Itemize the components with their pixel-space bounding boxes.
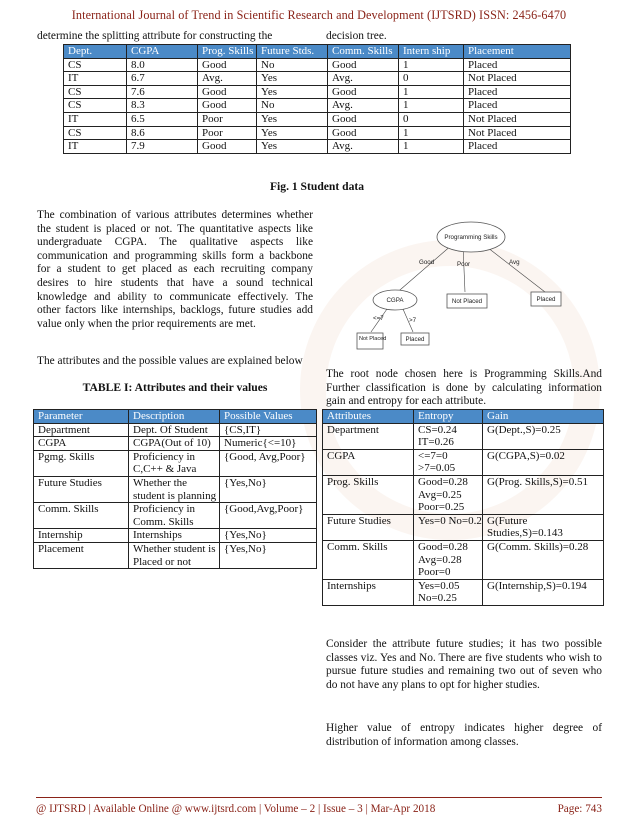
header-comm-skills: Comm. Skills bbox=[328, 45, 399, 59]
attribute-row-cell: {Good,Avg,Poor} bbox=[220, 503, 317, 529]
gain-row-cell: Good=0.28 Avg=0.28 Poor=0 bbox=[414, 540, 483, 579]
attribute-row-cell: {CS,IT} bbox=[220, 423, 317, 437]
attribute-row-cell: Internship bbox=[34, 529, 129, 543]
header-attributes: Attributes bbox=[323, 410, 414, 424]
node-programming-skills-label: Programming Skills bbox=[444, 234, 498, 241]
student-row-cell: Yes bbox=[257, 112, 328, 126]
student-row-cell: 8.3 bbox=[127, 99, 198, 113]
gain-row bbox=[323, 579, 604, 605]
gain-row-cell: Internships bbox=[323, 579, 414, 605]
gain-row-cell: G(CGPA,S)=0.02 bbox=[483, 449, 604, 475]
student-row-cell: IT bbox=[64, 140, 127, 154]
attribute-row-cell: Whether student is Placed or not bbox=[129, 542, 220, 568]
edge-label-avg: Avg bbox=[509, 259, 520, 266]
gain-table-header-row bbox=[323, 410, 604, 424]
gain-row bbox=[323, 449, 604, 475]
attribute-row-cell: Whether the student is planning bbox=[129, 476, 220, 502]
gain-row-cell: G(Prog. Skills,S)=0.51 bbox=[483, 475, 604, 514]
gain-row-cell: Comm. Skills bbox=[323, 540, 414, 579]
student-row-cell: CS bbox=[64, 85, 127, 99]
edge-root-poor bbox=[463, 246, 465, 292]
attribute-row bbox=[34, 437, 317, 451]
student-row-cell: 1 bbox=[399, 99, 464, 113]
edge-label-good: Good bbox=[419, 259, 435, 266]
left-paragraph-1: The combination of various attributes determines whether the student is placed or not. The quantitative aspects like undergraduate CGPA. The qualitative aspects like communication and programming skills form a backbone for a student to get placed as each recruiting company desires to hire students that have a sound technical knowledge and ability to communicate effectively. The other factors like internships, backlogs, future studies add value only when the prior requirements are met. bbox=[37, 209, 313, 330]
gain-row bbox=[323, 540, 604, 579]
attr-table-header-row bbox=[34, 410, 317, 424]
student-row-cell: 8.6 bbox=[127, 126, 198, 140]
student-row-cell: No bbox=[257, 58, 328, 72]
student-row-cell: 1 bbox=[399, 85, 464, 99]
student-row-cell: Yes bbox=[257, 85, 328, 99]
attribute-row-cell: {Yes,No} bbox=[220, 542, 317, 568]
gain-row-cell: Department bbox=[323, 423, 414, 449]
footer-left: @ IJTSRD | Available Online @ www.ijtsrd.com | Volume – 2 | Issue – 3 | Mar-Apr 2018 bbox=[36, 803, 436, 815]
gain-row bbox=[323, 514, 604, 540]
student-row-cell: Good bbox=[328, 126, 399, 140]
gain-row-cell: G(Internship,S)=0.194 bbox=[483, 579, 604, 605]
node-cgpa-label: CGPA bbox=[386, 297, 404, 304]
student-row bbox=[64, 72, 571, 86]
student-row-cell: Avg. bbox=[328, 72, 399, 86]
attribute-row-cell: Pgmg. Skills bbox=[34, 450, 129, 476]
student-row-cell: Yes bbox=[257, 140, 328, 154]
student-data-table bbox=[63, 44, 571, 154]
student-row-cell: Avg. bbox=[328, 99, 399, 113]
attribute-row-cell: Placement bbox=[34, 542, 129, 568]
attribute-row-cell: Dept. Of Student bbox=[129, 423, 220, 437]
right-paragraph-1: The root node chosen here is Programming Skills.And Further classification is done by calculating information gain and entropy for each attribute. bbox=[326, 368, 602, 408]
attribute-row-cell: Internships bbox=[129, 529, 220, 543]
student-row-cell: CS bbox=[64, 99, 127, 113]
student-row-cell: 6.5 bbox=[127, 112, 198, 126]
edge-label-gt7: >7 bbox=[409, 317, 417, 324]
attribute-row-cell: CGPA bbox=[34, 437, 129, 451]
student-row-cell: Good bbox=[328, 112, 399, 126]
footer-rule bbox=[36, 797, 602, 798]
student-row bbox=[64, 112, 571, 126]
attribute-row-cell: {Yes,No} bbox=[220, 529, 317, 543]
student-row-cell: No bbox=[257, 99, 328, 113]
gain-row-cell: <=7=0 >7=0.05 bbox=[414, 449, 483, 475]
gain-row-cell: G(Dept.,S)=0.25 bbox=[483, 423, 604, 449]
edge-root-avg bbox=[483, 244, 545, 292]
attribute-row bbox=[34, 542, 317, 568]
gain-row-cell: G(Comm. Skills)=0.28 bbox=[483, 540, 604, 579]
student-row-cell: 0 bbox=[399, 112, 464, 126]
attribute-row bbox=[34, 450, 317, 476]
student-row-cell: IT bbox=[64, 72, 127, 86]
gain-row-cell: Yes=0.05 No=0.25 bbox=[414, 579, 483, 605]
header-placement: Placement bbox=[464, 45, 571, 59]
student-row-cell: Good bbox=[328, 58, 399, 72]
attribute-row-cell: Comm. Skills bbox=[34, 503, 129, 529]
student-row bbox=[64, 99, 571, 113]
student-row-cell: CS bbox=[64, 126, 127, 140]
attribute-row-cell: Proficiency in Comm. Skills bbox=[129, 503, 220, 529]
student-row bbox=[64, 58, 571, 72]
student-row-cell: Not Placed bbox=[464, 72, 571, 86]
student-row-cell: 1 bbox=[399, 58, 464, 72]
attribute-row bbox=[34, 503, 317, 529]
gain-row-cell: G(Future Studies,S)=0.143 bbox=[483, 514, 604, 540]
student-row-cell: 1 bbox=[399, 140, 464, 154]
gain-row-cell: Future Studies bbox=[323, 514, 414, 540]
edge-label-le7: <=7 bbox=[373, 315, 384, 322]
attribute-row bbox=[34, 529, 317, 543]
student-row-cell: Good bbox=[328, 85, 399, 99]
left-paragraph-2: The attributes and the possible values are explained below bbox=[37, 355, 303, 367]
top-right-text: decision tree. bbox=[326, 30, 387, 42]
attribute-row-cell: {Good, Avg,Poor} bbox=[220, 450, 317, 476]
entropy-gain-table bbox=[322, 409, 604, 606]
edge-label-poor: Poor bbox=[457, 261, 471, 268]
gain-row-cell: Prog. Skills bbox=[323, 475, 414, 514]
header-cgpa: CGPA bbox=[127, 45, 198, 59]
student-row-cell: Placed bbox=[464, 58, 571, 72]
edge-root-cgpa bbox=[393, 244, 453, 296]
header-description: Description bbox=[129, 410, 220, 424]
header-future-stds: Future Stds. bbox=[257, 45, 328, 59]
student-row bbox=[64, 126, 571, 140]
student-row-cell: 7.6 bbox=[127, 85, 198, 99]
header-dept: Dept. bbox=[64, 45, 127, 59]
student-row-cell: Placed bbox=[464, 140, 571, 154]
attribute-row bbox=[34, 476, 317, 502]
fig1-caption: Fig. 1 Student data bbox=[269, 180, 365, 193]
attribute-row-cell: CGPA(Out of 10) bbox=[129, 437, 220, 451]
leaf-le7-label: Not Placed bbox=[359, 336, 387, 342]
gain-row bbox=[323, 475, 604, 514]
student-row bbox=[64, 85, 571, 99]
gain-row-cell: Yes=0 No=0.2 bbox=[414, 514, 483, 540]
page-footer bbox=[36, 803, 602, 815]
student-row-cell: Avg. bbox=[198, 72, 257, 86]
student-row-cell: Poor bbox=[198, 126, 257, 140]
student-table-header-row bbox=[64, 45, 571, 59]
student-row-cell: Avg. bbox=[328, 140, 399, 154]
footer-page-number: Page: 743 bbox=[557, 803, 602, 815]
gain-row-cell: CS=0.24 IT=0.26 bbox=[414, 423, 483, 449]
gain-row bbox=[323, 423, 604, 449]
student-row-cell: IT bbox=[64, 112, 127, 126]
student-row-cell: 8.0 bbox=[127, 58, 198, 72]
right-paragraph-3: Higher value of entropy indicates higher degree of distribution of information among classes. bbox=[326, 722, 602, 748]
student-row-cell: Yes bbox=[257, 72, 328, 86]
right-paragraph-2: Consider the attribute future studies; it has two possible classes viz. Yes and No. There are five students who wish to pursue future studies and remaining two out of seven who do not have any plans to opt for higher studies. bbox=[326, 638, 602, 691]
leaf-avg-label: Placed bbox=[536, 296, 556, 303]
student-row-cell: 1 bbox=[399, 126, 464, 140]
leaf-gt7-label: Placed bbox=[405, 336, 425, 343]
journal-header: International Journal of Trend in Scientific Research and Development (IJTSRD) ISSN: 2456-6470 bbox=[71, 8, 567, 22]
student-row bbox=[64, 140, 571, 154]
attribute-row-cell: Proficiency in C,C++ & Java bbox=[129, 450, 220, 476]
decision-tree-diagram bbox=[353, 220, 585, 352]
student-row-cell: CS bbox=[64, 58, 127, 72]
student-row-cell: Poor bbox=[198, 112, 257, 126]
attribute-row-cell: Numeric{<=10} bbox=[220, 437, 317, 451]
top-left-text: determine the splitting attribute for constructing the bbox=[37, 30, 273, 42]
student-row-cell: Placed bbox=[464, 99, 571, 113]
gain-row-cell: Good=0.28 Avg=0.25 Poor=0.25 bbox=[414, 475, 483, 514]
student-row-cell: Good bbox=[198, 85, 257, 99]
header-internship: Intern ship bbox=[399, 45, 464, 59]
header-gain: Gain bbox=[483, 410, 604, 424]
gain-row-cell: CGPA bbox=[323, 449, 414, 475]
student-row-cell: Good bbox=[198, 140, 257, 154]
student-row-cell: 6.7 bbox=[127, 72, 198, 86]
attribute-row bbox=[34, 423, 317, 437]
student-row-cell: Not Placed bbox=[464, 126, 571, 140]
student-row-cell: Good bbox=[198, 99, 257, 113]
attribute-row-cell: {Yes,No} bbox=[220, 476, 317, 502]
header-parameter: Parameter bbox=[34, 410, 129, 424]
leaf-poor-label: Not Placed bbox=[451, 298, 483, 305]
attribute-row-cell: Future Studies bbox=[34, 476, 129, 502]
student-row-cell: Yes bbox=[257, 126, 328, 140]
header-prog-skills: Prog. Skills bbox=[198, 45, 257, 59]
student-row-cell: Not Placed bbox=[464, 112, 571, 126]
student-row-cell: Placed bbox=[464, 85, 571, 99]
student-row-cell: 7.9 bbox=[127, 140, 198, 154]
table1-caption: TABLE I: Attributes and their values bbox=[82, 381, 268, 394]
student-row-cell: Good bbox=[198, 58, 257, 72]
header-entropy: Entropy bbox=[414, 410, 483, 424]
student-row-cell: 0 bbox=[399, 72, 464, 86]
header-possible-values: Possible Values bbox=[220, 410, 317, 424]
attribute-row-cell: Department bbox=[34, 423, 129, 437]
attributes-table bbox=[33, 409, 317, 569]
